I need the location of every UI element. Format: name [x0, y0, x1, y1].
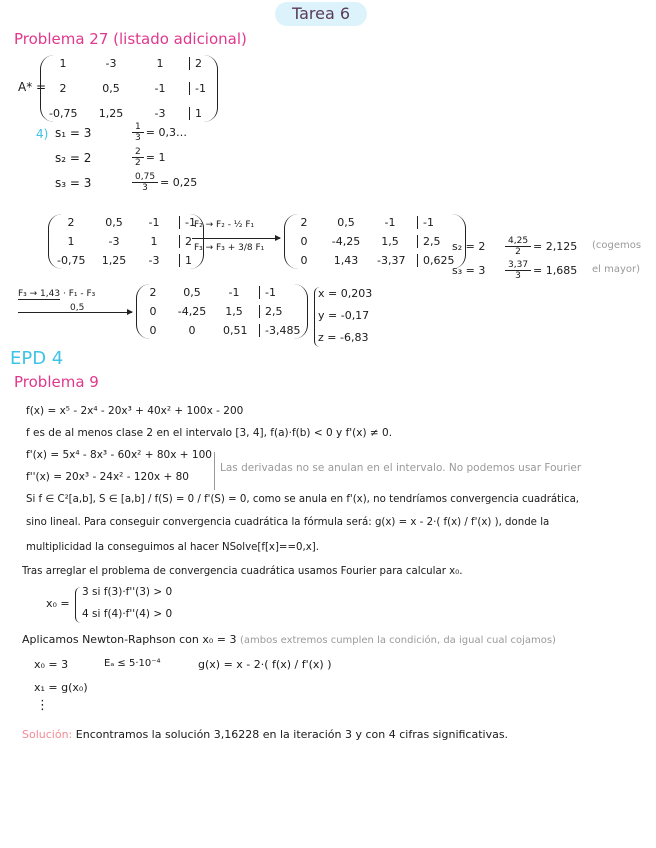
epd-heading: EPD 4	[10, 348, 64, 369]
matrix-cell: 1,43	[333, 254, 359, 267]
matrix-d	[136, 284, 308, 339]
matrix-cell: 0	[149, 324, 157, 337]
matrix-cell: 2	[59, 82, 67, 95]
matrix-cell: 0,5	[102, 82, 120, 95]
matrix-cell: 0,5	[105, 216, 123, 229]
fraction	[132, 122, 144, 143]
fraction	[505, 236, 531, 257]
text-line: f'(x) = 5x⁴ - 8x³ - 60x² + 80x + 100	[26, 449, 212, 461]
scale-s: s₁ = 3	[55, 126, 92, 140]
scale-fraction	[505, 236, 577, 257]
matrix-cell: 0,51	[223, 324, 248, 337]
row-op-3-tail: · F₁ - F₃	[62, 289, 96, 299]
x0-case-2: 4 si f(4)·f''(4) > 0	[82, 608, 173, 620]
matrix-cell: 2,5	[259, 305, 299, 318]
matrix-cell: 1,5	[381, 235, 399, 248]
matrix-cell: -3,37	[377, 254, 406, 267]
matrix-cell: -3	[108, 235, 120, 248]
step-marker: 4)	[36, 127, 49, 141]
result: = 1,685	[533, 263, 578, 277]
scale-s: s₂ = 2	[55, 151, 92, 165]
x0-label: x₀ =	[46, 597, 70, 610]
x0-value: x₀ = 3	[34, 658, 69, 671]
solution-text: Encontramos la solución 3,16228 en la iteración 3 y con 4 cifras significativas.	[75, 728, 509, 741]
scale-s: s₃ = 3	[55, 176, 92, 190]
matrix-a-label: A* =	[18, 80, 47, 94]
matrix-cell: -1	[228, 286, 240, 299]
denominator: 3	[142, 183, 148, 193]
scale-fraction	[505, 260, 577, 281]
matrix-cell: 1	[189, 107, 209, 120]
matrix-cell: 0	[300, 235, 308, 248]
matrix-cell: -4,25	[331, 235, 361, 248]
numerator: 4,25	[505, 236, 531, 247]
row-op-2: F₃ → F₃ + 3/8 F₁	[194, 243, 265, 253]
text-line: f es de al menos clase 2 en el intervalo [3, 4], f(a)·f(b) < 0 y f'(x) ≠ 0.	[26, 427, 393, 439]
error-bound: Eₐ ≤ 5·10⁻⁴	[104, 658, 161, 669]
derivatives-note: Las derivadas no se anulan en el intervalo. No podemos usar Fourier	[220, 462, 582, 474]
matrix-cell: 0,5	[183, 286, 201, 299]
denominator: 2	[515, 247, 521, 257]
matrix-cell: -1	[259, 286, 299, 299]
row-op-3-den: 0,5	[70, 303, 85, 313]
scale-fraction	[132, 122, 187, 143]
matrix-a	[40, 55, 218, 122]
result: = 2,125	[533, 239, 578, 253]
matrix-cell: -1	[179, 216, 195, 229]
matrix-cell: 2,5	[417, 235, 457, 248]
scale-fraction	[132, 147, 165, 168]
numerator: 3,37	[505, 260, 531, 271]
denominator: 3	[515, 271, 521, 281]
cases-brace	[75, 587, 81, 623]
solution-value: x = 0,203	[318, 287, 373, 300]
solution-label: Solución:	[22, 728, 73, 741]
newton-text: Aplicamos Newton-Raphson con x₀ = 3	[22, 633, 237, 646]
continuation-dots: ⋮	[36, 698, 49, 713]
matrix-cell: 0,5	[337, 216, 355, 229]
solution-value: z = -6,83	[318, 331, 369, 344]
scale-note: (cogemos	[592, 240, 642, 251]
matrix-cell: -1	[154, 82, 166, 95]
numerator: 1	[132, 122, 144, 133]
title-badge: Tarea 6	[275, 2, 367, 26]
matrix-cell: 1,25	[98, 107, 124, 120]
scale-note: el mayor)	[592, 264, 641, 275]
matrix-cell: 1	[59, 57, 67, 70]
matrix-cell: 1	[67, 235, 75, 248]
matrix-cell: -3,485	[259, 324, 299, 337]
solution-line	[22, 728, 508, 741]
x0-case-1: 3 si f(3)·f''(3) > 0	[82, 586, 173, 598]
scale-s: s₃ = 3	[452, 264, 486, 277]
x1-value: x₁ = g(x₀)	[34, 681, 88, 694]
fraction	[132, 172, 158, 193]
matrix-cell: 2	[149, 286, 157, 299]
matrix-cell: 1	[150, 235, 158, 248]
g-formula: g(x) = x - 2·( f(x) / f'(x) )	[198, 658, 332, 671]
matrix-cell: -1	[189, 82, 209, 95]
numerator: 2	[132, 147, 144, 158]
matrix-cell: 2	[179, 235, 195, 248]
newton-line	[22, 633, 556, 646]
derivatives-brace	[210, 452, 215, 490]
scale-fraction	[132, 172, 197, 193]
row-op-3-num: F₃ → 1,43	[18, 289, 61, 299]
matrix-cell: 2	[67, 216, 75, 229]
text-line: f(x) = x⁵ - 2x⁴ - 20x³ + 40x² + 100x - 200	[26, 405, 244, 417]
solution-value: y = -0,17	[318, 309, 370, 322]
matrix-cell: 2	[300, 216, 308, 229]
matrix-cell: 0,625	[417, 254, 457, 267]
text-line: sino lineal. Para conseguir convergencia cuadrática la fórmula será: g(x) = x - 2·( f(x) / f'(x) ), donde la	[26, 517, 550, 528]
matrix-cell: 2	[189, 57, 209, 70]
problem-27-heading: Problema 27 (listado adicional)	[14, 30, 247, 48]
matrix-cell: -1	[417, 216, 457, 229]
matrix-cell: 0	[149, 305, 157, 318]
text-line: multiplicidad la conseguimos al hacer NSolve[f[x]==0,x].	[26, 542, 319, 553]
matrix-cell: -1	[148, 216, 160, 229]
matrix-cell: -0,75	[49, 107, 78, 120]
arrow-icon	[18, 312, 132, 313]
matrix-cell: 1,5	[225, 305, 243, 318]
matrix-cell: -4,25	[177, 305, 207, 318]
text-line: Si f ∈ C²[a,b], S ∈ [a,b] / f(S) = 0 / f'(S) = 0, como se anula en f'(x), no tendríamos convergencia cuadrática,	[26, 494, 580, 505]
newton-note: (ambos extremos cumplen la condición, da igual cual cojamos)	[239, 635, 556, 646]
result: = 0,25	[160, 175, 198, 189]
numerator: 0,75	[132, 172, 158, 183]
denominator: 3	[135, 133, 141, 143]
fraction	[505, 260, 531, 281]
problem-9-heading: Problema 9	[14, 373, 99, 391]
scale-s: s₂ = 2	[452, 240, 486, 253]
row-op-1: F₂ → F₂ - ½ F₁	[194, 220, 255, 230]
result: = 1	[145, 150, 166, 164]
fraction	[132, 147, 144, 168]
denominator: 2	[135, 158, 141, 168]
text-line: f''(x) = 20x³ - 24x² - 120x + 80	[26, 471, 189, 483]
matrix-cell: -3	[154, 107, 166, 120]
matrix-cell: 1	[179, 254, 195, 267]
matrix-c	[284, 214, 466, 269]
result: = 0,3…	[145, 125, 187, 139]
arrow-icon	[192, 238, 280, 239]
matrix-cell: 1	[156, 57, 164, 70]
matrix-cell: -0,75	[57, 254, 86, 267]
matrix-cell: 0	[300, 254, 308, 267]
matrix-cell: -1	[384, 216, 396, 229]
text-line: Tras arreglar el problema de convergencia cuadrática usamos Fourier para calcular x₀.	[22, 566, 463, 577]
matrix-b	[48, 214, 204, 269]
row-op-3	[18, 289, 95, 299]
matrix-cell: 1,25	[101, 254, 127, 267]
matrix-cell: -3	[105, 57, 117, 70]
matrix-cell: 0	[188, 324, 196, 337]
matrix-cell: -3	[148, 254, 160, 267]
